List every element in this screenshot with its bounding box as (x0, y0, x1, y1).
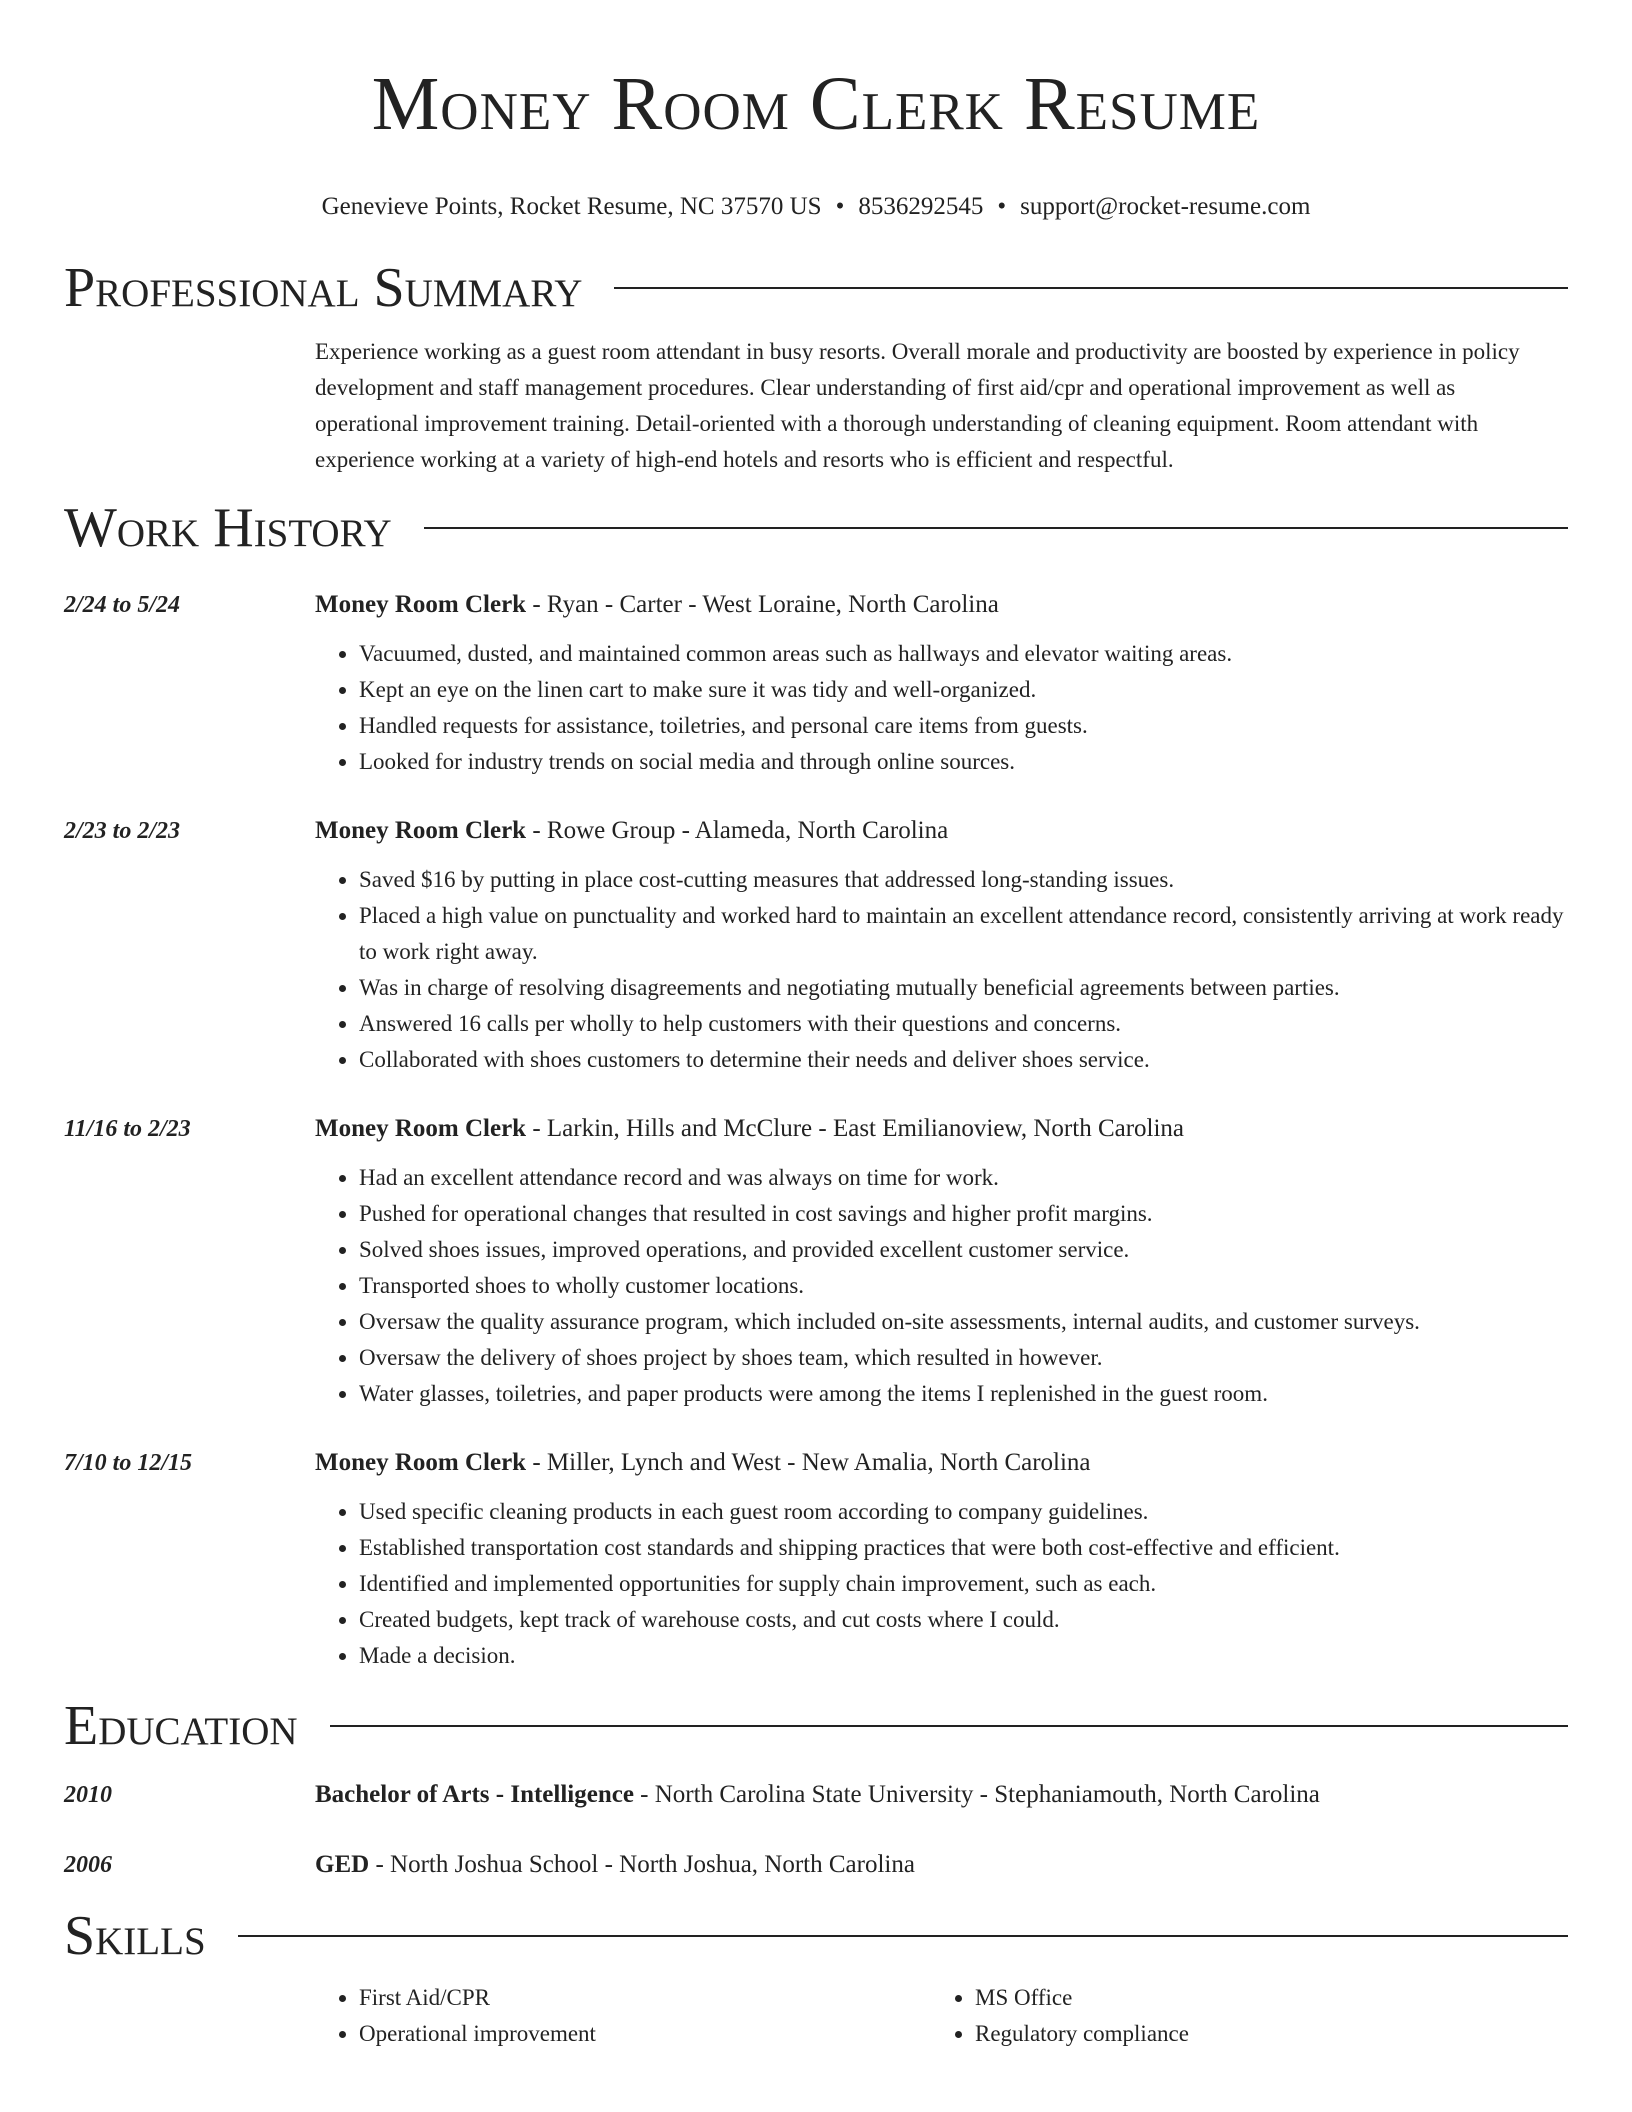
summary-text: Experience working as a guest room attendant in busy resorts. Overall morale and productivity are boosted by experience in policy development and staff management procedures. Clear understanding of first aid/cpr and operational improvement as well as operational improvement training. Detail-oriented with a thorough understanding of cleaning equipment. Room attendant with experience working at a variety of high-end hotels and resorts who is efficient and respectful. (315, 339, 1520, 472)
job-bullet: • Made a decision. (359, 1638, 1568, 1674)
section-divider (330, 1725, 1568, 1727)
contact-separator: • (835, 193, 845, 220)
education-line (315, 1850, 1568, 1880)
education-entry (64, 1780, 1568, 1810)
job-bullets-col (315, 1478, 1568, 1674)
job-bullet: • Oversaw the delivery of shoes project by shoes team, which resulted in however. (359, 1340, 1568, 1376)
job-bullets-col (315, 1144, 1568, 1412)
job-header-row (64, 1114, 1568, 1144)
job-bullet: • Collaborated with shoes customers to determine their needs and deliver shoes service. (359, 1042, 1568, 1078)
job-employer-location: - Rowe Group - Alameda, North Carolina (526, 817, 949, 844)
skills-column-right (931, 1980, 1547, 2052)
job-title-line (315, 1114, 1568, 1144)
section-header-work (64, 498, 1568, 558)
job-dates: 2/23 to 2/23 (64, 818, 181, 844)
section-title: Education (64, 1695, 298, 1757)
job-bullets-col (315, 846, 1568, 1078)
job-employer-location: - Larkin, Hills and McClure - East Emilianoview, North Carolina (526, 1115, 1185, 1142)
job-bullet: • Used specific cleaning products in each guest room according to company guidelines. (359, 1494, 1568, 1530)
job-bullets-row (64, 846, 1568, 1078)
education-year: 2006 (64, 1852, 112, 1878)
job-title-line (315, 816, 1568, 846)
education-year: 2010 (64, 1782, 112, 1808)
education-line (315, 1780, 1568, 1810)
section-title: Work History (64, 497, 392, 559)
education-degree: Bachelor of Arts - Intelligence (315, 1781, 634, 1808)
job-title: Money Room Clerk (315, 591, 527, 618)
education-school: - North Joshua School - North Joshua, North Carolina (369, 1851, 915, 1878)
job-bullets-spacer (64, 1144, 315, 1412)
job-dates: 2/24 to 5/24 (64, 592, 181, 618)
job-title: Money Room Clerk (315, 1115, 527, 1142)
job-entry (64, 1448, 1568, 1674)
section-title: Skills (64, 1905, 206, 1967)
section-header-summary (64, 258, 1568, 318)
contact-phone: 8536292545 (858, 193, 984, 220)
job-employer-location: - Ryan - Carter - West Loraine, North Carolina (526, 591, 999, 618)
job-bullets-spacer (64, 620, 315, 780)
job-bullet: • Handled requests for assistance, toiletries, and personal care items from guests. (359, 708, 1568, 744)
job-header-row (64, 816, 1568, 846)
skill-item: • First Aid/CPR (359, 1980, 931, 2016)
job-title: Money Room Clerk (315, 817, 527, 844)
education-list (64, 1780, 1568, 1880)
skill-item: • Regulatory compliance (975, 2016, 1547, 2052)
job-bullet-list (315, 636, 1568, 780)
job-bullet: • Looked for industry trends on social media and through online sources. (359, 744, 1568, 780)
job-title-line (315, 590, 1568, 620)
job-bullets-row (64, 1478, 1568, 1674)
education-entry (64, 1850, 1568, 1880)
job-bullet-list (315, 1494, 1568, 1674)
skill-item: • MS Office (975, 1980, 1547, 2016)
job-bullet: • Pushed for operational changes that resulted in cost savings and higher profit margins. (359, 1196, 1568, 1232)
job-employer-location: - Miller, Lynch and West - New Amalia, North Carolina (526, 1449, 1091, 1476)
job-bullet: • Had an excellent attendance record and was always on time for work. (359, 1160, 1568, 1196)
work-history-list (64, 590, 1568, 1674)
skills-row (64, 1980, 1568, 2052)
education-school: - North Carolina State University - Stephaniamouth, North Carolina (633, 1781, 1320, 1808)
job-dates: 7/10 to 12/15 (64, 1450, 193, 1476)
job-bullet: • Solved shoes issues, improved operations, and provided excellent customer service. (359, 1232, 1568, 1268)
job-bullet: • Answered 16 calls per wholly to help customers with their questions and concerns. (359, 1006, 1568, 1042)
contact-email: support@rocket-resume.com (1020, 193, 1311, 220)
job-entry (64, 590, 1568, 780)
job-dates: 11/16 to 2/23 (64, 1116, 191, 1142)
page-title: Money Room Clerk Resume (371, 62, 1261, 146)
job-bullets-row (64, 620, 1568, 780)
contact-address: Genevieve Points, Rocket Resume, NC 37570 US (321, 193, 822, 220)
job-bullets-col (315, 620, 1568, 780)
job-bullet: • Oversaw the quality assurance program, which included on-site assessments, internal audits, and customer surveys. (359, 1304, 1568, 1340)
job-bullets-row (64, 1144, 1568, 1412)
section-header-skills (64, 1906, 1568, 1966)
job-bullet-list (315, 862, 1568, 1078)
section-divider (614, 287, 1568, 289)
job-header-row (64, 590, 1568, 620)
skills-grid (315, 1980, 1568, 2052)
job-bullets-spacer (64, 846, 315, 1078)
job-entry (64, 1114, 1568, 1412)
job-bullet: • Created budgets, kept track of warehouse costs, and cut costs where I could. (359, 1602, 1568, 1638)
contact-line (64, 192, 1568, 222)
job-title-line (315, 1448, 1568, 1478)
section-divider (238, 1935, 1568, 1937)
summary-spacer (64, 334, 315, 478)
job-header-row (64, 1448, 1568, 1478)
job-bullet: • Established transportation cost standards and shipping practices that were both cost-effective and efficient. (359, 1530, 1568, 1566)
job-bullet: • Identified and implemented opportunities for supply chain improvement, such as each. (359, 1566, 1568, 1602)
skill-item: • Operational improvement (359, 2016, 931, 2052)
section-divider (424, 527, 1568, 529)
job-bullet: • Vacuumed, dusted, and maintained common areas such as hallways and elevator waiting areas. (359, 636, 1568, 672)
skills-column-left (315, 1980, 931, 2052)
job-title: Money Room Clerk (315, 1449, 527, 1476)
job-bullet: • Saved $16 by putting in place cost-cutting measures that addressed long-standing issues. (359, 862, 1568, 898)
summary-row (64, 334, 1568, 478)
education-degree: GED (315, 1851, 370, 1878)
job-bullets-spacer (64, 1478, 315, 1674)
skills-spacer (64, 1980, 315, 2052)
job-bullet: • Water glasses, toiletries, and paper products were among the items I replenished in the guest room. (359, 1376, 1568, 1412)
job-bullet: • Transported shoes to wholly customer locations. (359, 1268, 1568, 1304)
job-bullet: • Placed a high value on punctuality and worked hard to maintain an excellent attendance record, consistently arriving at work ready to work right away. (359, 898, 1568, 970)
job-bullet-list (315, 1160, 1568, 1412)
job-bullet: • Was in charge of resolving disagreements and negotiating mutually beneficial agreements between parties. (359, 970, 1568, 1006)
contact-separator: • (997, 193, 1007, 220)
job-bullet: • Kept an eye on the linen cart to make sure it was tidy and well-organized. (359, 672, 1568, 708)
section-title: Professional Summary (64, 257, 583, 319)
job-entry (64, 816, 1568, 1078)
section-header-education (64, 1696, 1568, 1756)
